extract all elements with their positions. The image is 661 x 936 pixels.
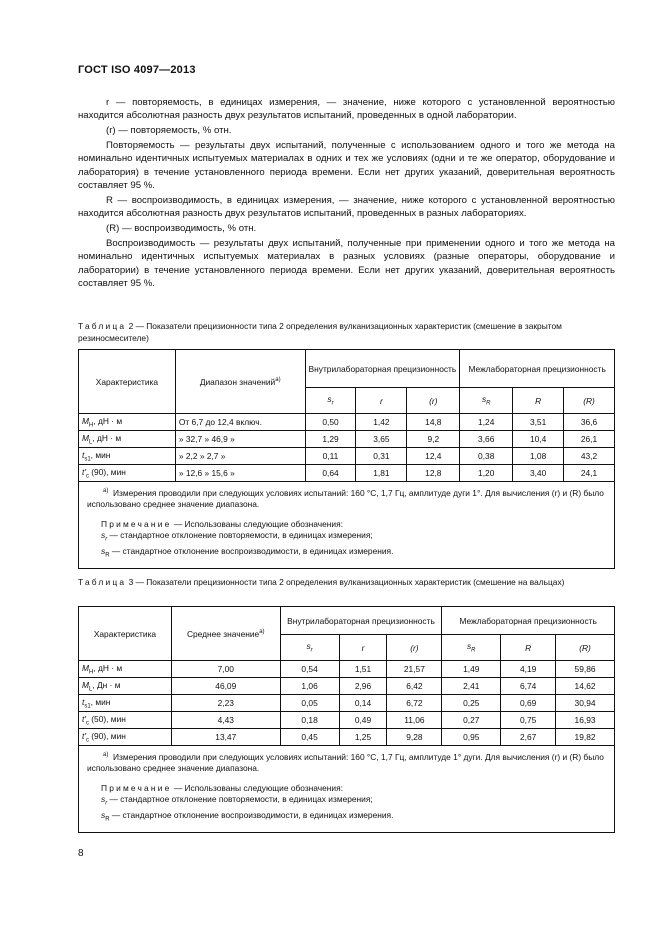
- table-3: [78, 606, 615, 833]
- cell-sR: 1,24: [460, 414, 513, 431]
- cell-r: 1,81: [356, 465, 407, 482]
- cell-characteristic: $M_L$, Дн · м: [79, 678, 172, 695]
- table-2: [78, 349, 615, 569]
- cell-r-rel: 12,4: [407, 448, 460, 465]
- cell-r: 1,25: [339, 729, 387, 746]
- table-row: [79, 695, 615, 712]
- sub-header-R-rel: (R): [556, 635, 615, 661]
- cell-r: 1,51: [339, 661, 387, 678]
- table-3-caption: [78, 576, 615, 588]
- cell-R-rel: 43,2: [564, 448, 615, 465]
- sub-header-r-rel: (r): [387, 635, 442, 661]
- cell-mean: 2,23: [171, 695, 280, 712]
- cell-mean: 7,00: [171, 661, 280, 678]
- paragraph: (r) — повторяемость, % отн.: [106, 125, 232, 137]
- cell-r: 0,31: [356, 448, 407, 465]
- sub-header-r-rel: (r): [407, 388, 460, 414]
- cell-r-rel: 12,8: [407, 465, 460, 482]
- cell-sr: 0,45: [280, 729, 339, 746]
- cell-characteristic: $M_H$, дН · м: [79, 414, 176, 431]
- cell-R: 6,74: [501, 678, 556, 695]
- cell-characteristic: $t_{s1}$, мин: [79, 695, 172, 712]
- page-number: 8: [78, 848, 84, 859]
- cell-r-rel: 21,57: [387, 661, 442, 678]
- table-row: [79, 465, 615, 482]
- cell-range: » 12,6 » 15,6 »: [175, 465, 305, 482]
- cell-characteristic: $t'_c$ (90), мин: [79, 465, 176, 482]
- cell-mean: 13,47: [171, 729, 280, 746]
- cell-R-rel: 14,62: [556, 678, 615, 695]
- col-header-within-lab: Внутрилабораторная прецизионность: [280, 607, 442, 635]
- sub-header-sR: $s_R$: [460, 388, 513, 414]
- footnote: $^{a)}$ Измерения проводили при следующих условиях испытаний: 160 °С, 1,7 Гц, амплитуде дуги 1°. Для вычисления (r) и (R) было использовано среднее значение диапазона.: [87, 487, 604, 510]
- cell-range: » 2,2 » 2,7 »: [175, 448, 305, 465]
- cell-r-rel: 6,72: [387, 695, 442, 712]
- cell-r: 0,14: [339, 695, 387, 712]
- cell-R: 0,69: [501, 695, 556, 712]
- sub-header-sr: $s_r$: [280, 635, 339, 661]
- table-label: Таблица: [78, 321, 127, 331]
- col-header-characteristic: Характеристика: [79, 350, 176, 414]
- cell-sR: 0,27: [442, 712, 501, 729]
- cell-sr: 0,50: [305, 414, 356, 431]
- cell-sr: 0,64: [305, 465, 356, 482]
- cell-range: От 6,7 до 12,4 включ.: [175, 414, 305, 431]
- note-title: Примечание — Использованы следующие обозначения:: [101, 782, 343, 793]
- table-label: Таблица: [78, 577, 127, 587]
- cell-sR: 1,49: [442, 661, 501, 678]
- cell-R-rel: 30,94: [556, 695, 615, 712]
- table-2-caption: [78, 320, 615, 344]
- cell-R: 3,51: [513, 414, 564, 431]
- cell-mean: 46,09: [171, 678, 280, 695]
- cell-sr: 0,11: [305, 448, 356, 465]
- cell-sr: 1,06: [280, 678, 339, 695]
- sub-header-R: R: [501, 635, 556, 661]
- cell-sr: 0,54: [280, 661, 339, 678]
- sub-header-sr: $s_r$: [305, 388, 356, 414]
- table-footnote: [79, 482, 615, 569]
- table-row: [79, 414, 615, 431]
- cell-characteristic: $M_H$, дН · м: [79, 661, 172, 678]
- table-footnote: [79, 746, 615, 833]
- cell-sr: 1,29: [305, 431, 356, 448]
- cell-r-rel: 6,42: [387, 678, 442, 695]
- cell-R-rel: 26,1: [564, 431, 615, 448]
- sub-header-R: R: [513, 388, 564, 414]
- cell-mean: 4,43: [171, 712, 280, 729]
- cell-R-rel: 16,93: [556, 712, 615, 729]
- col-header-range: Диапазон значений$^{a)}$: [175, 350, 305, 414]
- cell-characteristic: $M_L$, дН · м: [79, 431, 176, 448]
- cell-sR: 3,66: [460, 431, 513, 448]
- cell-R-rel: 36,6: [564, 414, 615, 431]
- cell-characteristic: $t'_c$ (50), мин: [79, 712, 172, 729]
- cell-R: 3,40: [513, 465, 564, 482]
- cell-sR: 2,41: [442, 678, 501, 695]
- table-row: [79, 661, 615, 678]
- note-sR: $s_R$ — стандартное отклонение воспроизводимости, в единицах измерения.: [101, 810, 394, 823]
- note-title: Примечание — Использованы следующие обозначения:: [101, 518, 343, 529]
- cell-R-rel: 24,1: [564, 465, 615, 482]
- cell-R: 10,4: [513, 431, 564, 448]
- cell-r-rel: 9,28: [387, 729, 442, 746]
- sub-header-r: r: [339, 635, 387, 661]
- cell-r: 3,65: [356, 431, 407, 448]
- cell-characteristic: $t'_c$ (90), мин: [79, 729, 172, 746]
- body-text: [78, 96, 615, 292]
- cell-R: 4,19: [501, 661, 556, 678]
- table-row: [79, 448, 615, 465]
- sub-header-sR: $s_R$: [442, 635, 501, 661]
- note-sr: $s_r$ — стандартное отклонение повторяемости, в единицах измерения;: [101, 794, 373, 807]
- cell-sR: 0,38: [460, 448, 513, 465]
- cell-r: 1,42: [356, 414, 407, 431]
- cell-sR: 1,20: [460, 465, 513, 482]
- cell-R-rel: 19,82: [556, 729, 615, 746]
- cell-r: 2,96: [339, 678, 387, 695]
- col-header-between-lab: Межлабораторная прецизионность: [442, 607, 615, 635]
- table-footnote-row: [79, 746, 615, 833]
- cell-r-rel: 14,8: [407, 414, 460, 431]
- table-row: [79, 729, 615, 746]
- cell-range: » 32,7 » 46,9 »: [175, 431, 305, 448]
- col-header-mean: Среднее значение$^{a)}$: [171, 607, 280, 661]
- note-sR: $s_R$ — стандартное отклонение воспроизводимости, в единицах измерения.: [101, 546, 394, 559]
- table-row: [79, 431, 615, 448]
- table-row: [79, 678, 615, 695]
- paragraph: Воспроизводимость — результаты двух испытаний, полученные при применении одного и того же метода на номинально идентичных испытуемых материалах в разных условиях (разные операторы, оборудование и лаборатории) в течение установленного периода времени. Если нет других указаний, доверительная вероятность составляет 95 %.: [78, 237, 615, 289]
- table-row: [79, 712, 615, 729]
- cell-r-rel: 9,2: [407, 431, 460, 448]
- document-header: ГОСТ ISO 4097—2013: [78, 64, 196, 76]
- paragraph: (R) — воспроизводимость, % отн.: [106, 223, 257, 235]
- table-caption-text: 2 — Показатели прецизионности типа 2 определения вулканизационных характеристик (смешение в закрытом резиносмесителе): [78, 321, 562, 343]
- footnote: $^{a)}$ Измерения проводили при следующих условиях испытаний: 160 °С, 1,7 Гц, амплитуде 1° дуги. Для вычисления (r) и (R) было использовано среднее значение диапазона.: [87, 751, 604, 774]
- cell-R: 0,75: [501, 712, 556, 729]
- paragraph: Повторяемость — результаты двух испытаний, полученные с использованием одного и того же метода на номинально идентичных испытуемых материалах в одних и тех же условиях (одни и те же оператор, оборудование и лаборатория) в течение установленного периода времени. Если нет других указаний, доверительная вероятность составляет 95 %.: [78, 140, 615, 191]
- cell-r: 0,49: [339, 712, 387, 729]
- cell-sR: 0,25: [442, 695, 501, 712]
- sub-header-r: r: [356, 388, 407, 414]
- paragraph: r — повторяемость, в единицах измерения, — значение, ниже которого с установленной вероятностью находится абсолютная разность двух результатов испытаний, проведенных в одной лаборатории.: [78, 97, 615, 122]
- table-caption-text: 3 — Показатели прецизионности типа 2 определения вулканизационных характеристик (смешение на вальцах): [128, 577, 565, 587]
- cell-R: 1,08: [513, 448, 564, 465]
- table-footnote-row: [79, 482, 615, 569]
- cell-characteristic: $t_{s1}$, мин: [79, 448, 176, 465]
- cell-R-rel: 59,86: [556, 661, 615, 678]
- col-header-within-lab: Внутрилабораторная прецизионность: [305, 350, 460, 388]
- col-header-characteristic: Характеристика: [79, 607, 172, 661]
- col-header-between-lab: Межлабораторная прецизионность: [460, 350, 615, 388]
- cell-R: 2,67: [501, 729, 556, 746]
- sub-header-R-rel: (R): [564, 388, 615, 414]
- cell-sr: 0,18: [280, 712, 339, 729]
- note-sr: $s_r$ — стандартное отклонение повторяемости, в единицах измерения;: [101, 530, 373, 543]
- cell-sR: 0,95: [442, 729, 501, 746]
- paragraph: R — воспроизводимость, в единицах измерения, — значение, ниже которого с установленной вероятностью находится абсолютная разность двух результатов испытаний, проведенных в разных лабораториях.: [78, 194, 615, 220]
- cell-sr: 0,05: [280, 695, 339, 712]
- cell-r-rel: 11,06: [387, 712, 442, 729]
